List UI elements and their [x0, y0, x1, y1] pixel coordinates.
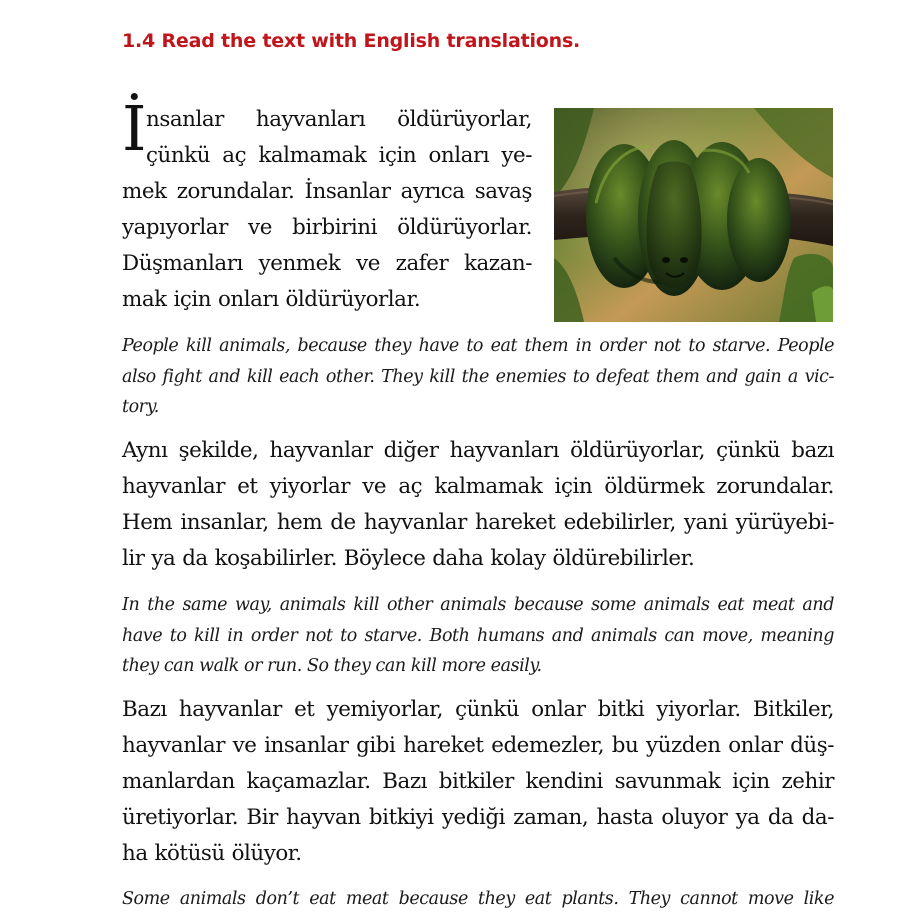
text-line: also fight and kill each other. They kill the enemies to defeat them and gain a vic- [122, 366, 834, 387]
text-line: Some animals don’t eat meat because they eat plants. They cannot move like [122, 889, 834, 909]
text-line: üretiyorlar. Bir hayvan bitkiyi yediği zaman, hasta oluyor ya da da- [122, 805, 834, 830]
text-line: they can walk or run. So they can kill more easily. [122, 656, 542, 676]
snake-photo [554, 108, 833, 322]
paragraph-3-turkish [122, 692, 834, 872]
paragraph-1-english [122, 331, 834, 423]
text-line: yapıyorlar ve birbirini öldürüyorlar. [122, 215, 532, 240]
text-line: manlardan kaçamazlar. Bazı bitkiler kendini savunmak için zehir [122, 769, 834, 794]
text-line: have to kill in order not to starve. Both humans and animals can move, meaning [122, 625, 834, 646]
paragraph-2-turkish [122, 433, 834, 577]
section-heading: 1.4 Read the text with English translations. [122, 30, 581, 52]
text-line: ha kötüsü ölüyor. [122, 841, 302, 866]
text-line: hayvanlar ve insanlar gibi hareket edemezler, bu yüzden onlar düş- [122, 733, 834, 758]
text-line: nsanlar hayvanları öldürüyorlar, [146, 107, 532, 132]
text-line: Bazı hayvanlar et yemiyorlar, çünkü onlar bitki yiyorlar. Bitkiler, [122, 697, 834, 722]
text-line: mak için onları öldürüyorlar. [122, 287, 421, 312]
text-line: Aynı şekilde, hayvanlar diğer hayvanları öldürüyorlar, çünkü bazı [122, 438, 834, 463]
text-line: tory. [122, 397, 159, 417]
text-line: Hem insanlar, hem de hayvanlar hareket edebilirler, yani yürüyebi- [122, 510, 834, 535]
paragraph-2-english [122, 590, 834, 682]
text-line: lir ya da koşabilirler. Böylece daha kolay öldürebilirler. [122, 546, 695, 571]
text-line: Düşmanları yenmek ve zafer kazan- [122, 251, 532, 276]
paragraph-3-english [122, 884, 834, 914]
drop-cap: İ [122, 92, 147, 165]
text-line: People kill animals, because they have to eat them in order not to starve. People [122, 336, 834, 356]
paragraph-1-turkish [122, 92, 532, 318]
text-line: In the same way, animals kill other animals because some animals eat meat and [122, 595, 834, 615]
text-line: hayvanlar et yiyorlar ve aç kalmamak için öldürmek zorundalar. [122, 474, 834, 499]
text-line: çünkü aç kalmamak için onları ye- [146, 143, 532, 168]
text-line: mek zorundalar. İnsanlar ayrıca savaş [122, 179, 532, 204]
